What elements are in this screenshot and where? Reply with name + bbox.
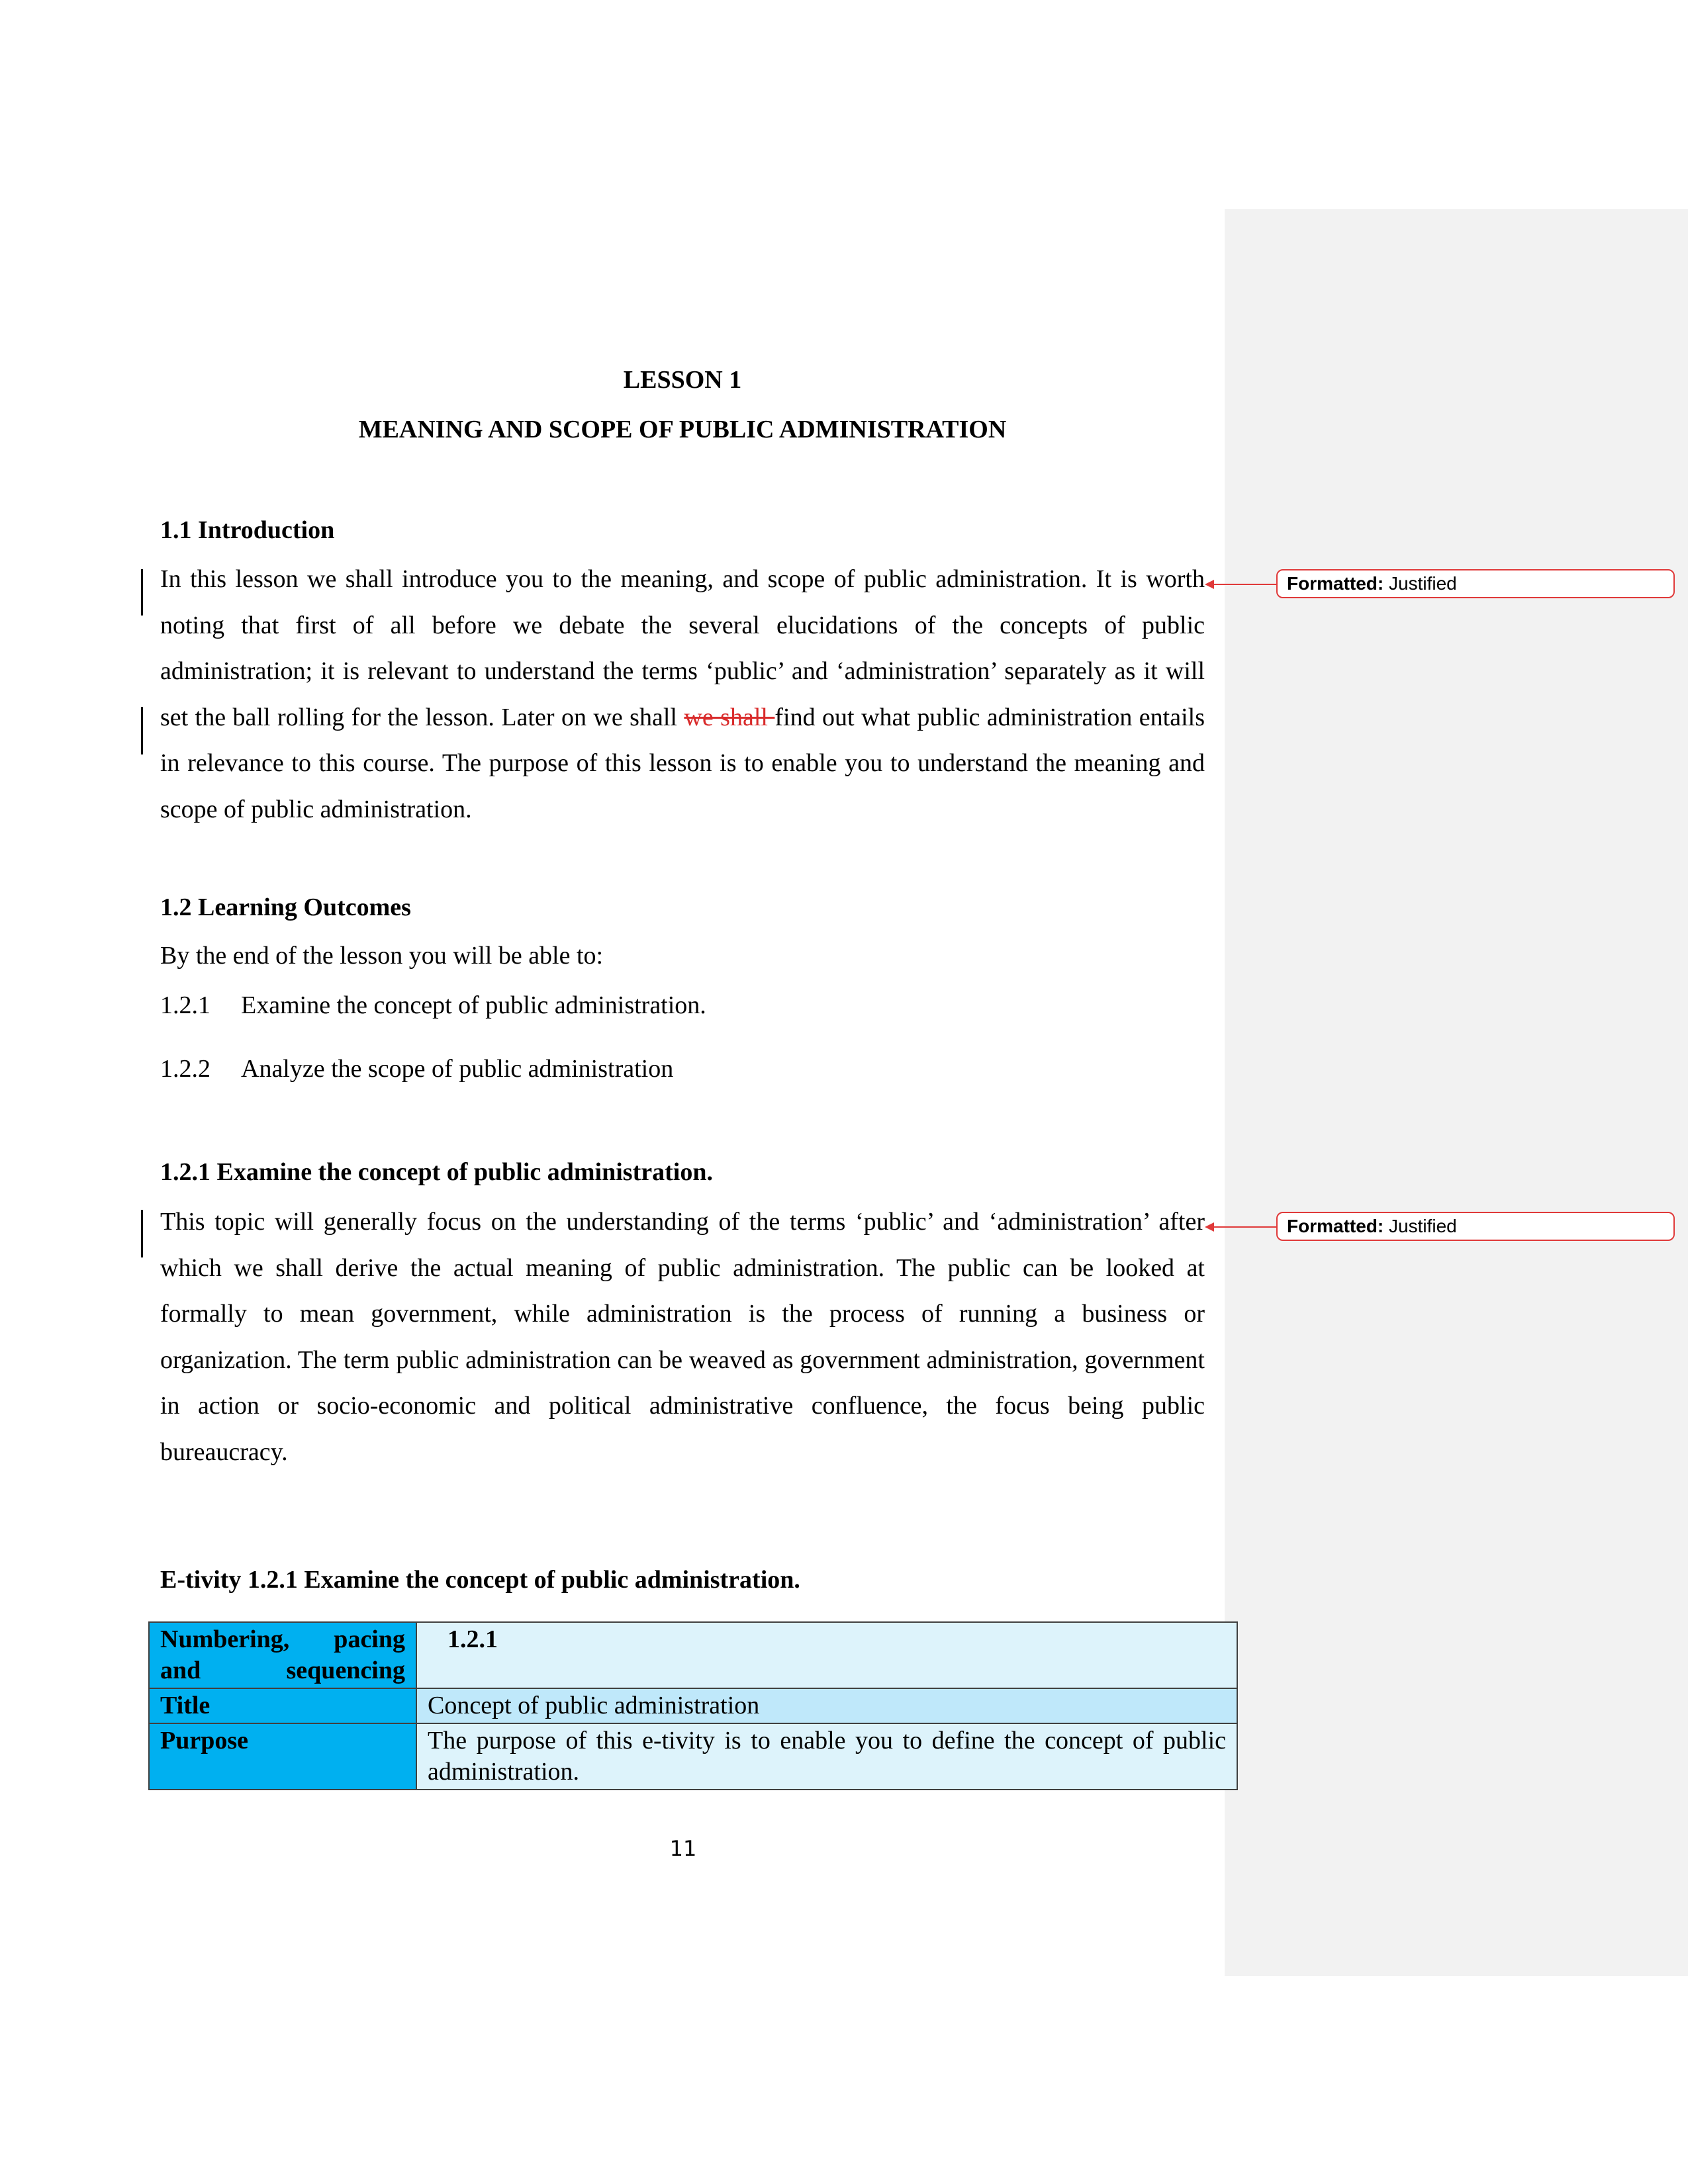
outcome-text: Analyze the scope of public administration <box>241 1055 674 1083</box>
outcome-item <box>160 1054 673 1083</box>
comment-balloon[interactable] <box>1276 569 1675 598</box>
outcome-number: 1.2.1 <box>160 991 211 1019</box>
connector-arrow-icon <box>1205 580 1214 589</box>
change-bar <box>141 569 143 615</box>
comment-connector <box>1214 584 1276 585</box>
markup-pane <box>1225 209 1688 1976</box>
outcomes-heading: 1.2 Learning Outcomes <box>160 893 411 921</box>
introduction-paragraph <box>160 557 1205 833</box>
table-row <box>149 1723 1237 1790</box>
change-bar <box>141 1210 143 1257</box>
outcomes-lead: By the end of the lesson you will be able to: <box>160 942 604 970</box>
comment-kind: Formatted: <box>1287 1216 1384 1236</box>
table-row <box>149 1688 1237 1723</box>
comment-balloon[interactable] <box>1276 1212 1675 1241</box>
lesson-title: MEANING AND SCOPE OF PUBLIC ADMINISTRATION <box>358 416 1007 443</box>
introduction-text-part2: find out what public administration entails in relevance to this course. The purpose of this lesson is to enable you to understand the meaning and scope of public administration. <box>160 703 1205 823</box>
row-value <box>416 1622 1237 1688</box>
row-value: The purpose of this e-tivity is to enable you to define the concept of public administration. <box>416 1723 1237 1790</box>
outcome-number: 1.2.2 <box>160 1055 211 1083</box>
comment-detail: Justified <box>1389 573 1457 594</box>
comment-kind: Formatted: <box>1287 573 1384 594</box>
table-row <box>149 1622 1237 1688</box>
change-bar <box>141 707 143 754</box>
comment-connector <box>1214 1226 1276 1228</box>
row-label: Purpose <box>149 1723 416 1790</box>
connector-arrow-icon <box>1205 1222 1214 1232</box>
row-value: Concept of public administration <box>416 1688 1237 1723</box>
introduction-heading: 1.1 Introduction <box>160 516 335 544</box>
page-number: 11 <box>669 1836 697 1861</box>
etivity-heading: E-tivity 1.2.1 Examine the concept of public administration. <box>160 1566 800 1594</box>
concept-heading: 1.2.1 Examine the concept of public administration. <box>160 1158 713 1186</box>
outcome-text: Examine the concept of public administration. <box>241 991 706 1019</box>
etivity-number: 1.2.1 <box>447 1625 498 1653</box>
row-label: Numbering, pacing and sequencing <box>149 1622 416 1688</box>
introduction-text-part1: In this lesson we shall introduce you to the meaning, and scope of public administration. It is worth noting that first of all before we debate the several elucidations of the concepts of public administration; it is relevant to understand the terms ‘public’ and ‘administration’ separately as it will set the ball rolling for the lesson. Later on we shall <box>160 565 1205 731</box>
etivity-table <box>148 1621 1238 1790</box>
deleted-text: we shall <box>684 703 775 731</box>
lesson-number: LESSON 1 <box>623 366 742 394</box>
comment-detail: Justified <box>1389 1216 1457 1236</box>
row-label: Title <box>149 1688 416 1723</box>
concept-paragraph: This topic will generally focus on the understanding of the terms ‘public’ and ‘administration’ after which we shall derive the actual meaning of public administration. The public can be looked at formally to mean government, while administration is the process of running a business or organization. The term public administration can be weaved as government administration, government in action or socio-economic and political administrative confluence, the focus being public bureaucracy. <box>160 1208 1205 1466</box>
outcome-item <box>160 991 706 1020</box>
